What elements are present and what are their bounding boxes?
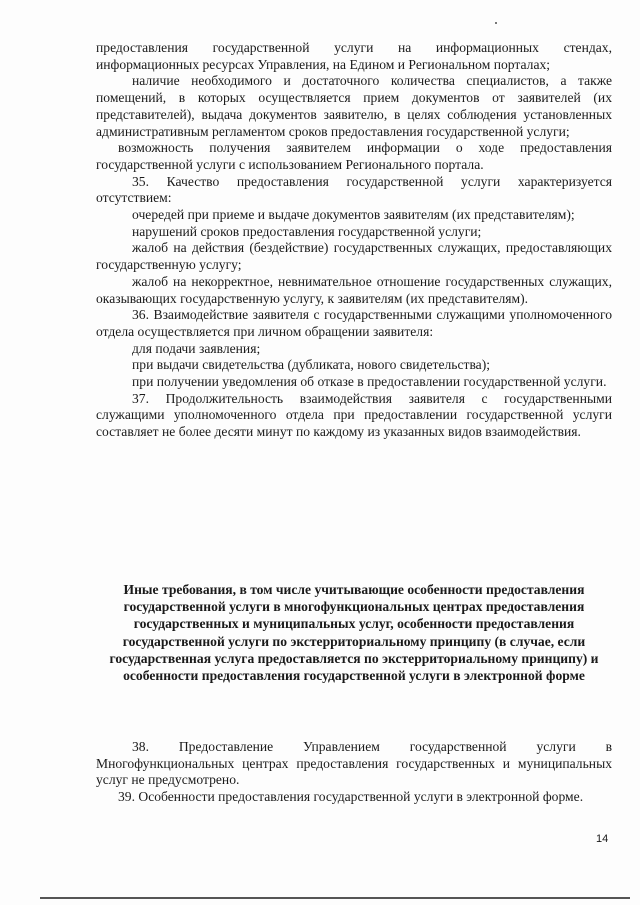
body-text-upper — [96, 40, 612, 441]
page-number: 14 — [596, 833, 609, 845]
paragraph-item-35: 35. Качество предоставления государственной услуги характеризуется отсутствием: — [96, 173, 612, 206]
paragraph: при получении уведомления об отказе в предоставлении государственной услуги. — [132, 374, 607, 390]
scan-edge-line — [40, 897, 630, 899]
paragraph-item-38: 38. Предоставление Управлением государственной услуги в Многофункциональных центрах предоставления государственных и муниципальных услуг не предусмотрено. — [96, 739, 612, 788]
paragraph: наличие необходимого и достаточного количества специалистов, а также помещений, в которых осуществляется прием документов от заявителей (их представителей), выдача документов заявителю, в целях соблюдения установленных административным регламентом сроков предоставления государственной услуги; — [96, 73, 612, 139]
paragraph-item-36: 36. Взаимодействие заявителя с государственными служащими уполномоченного отдела осуществляется при личном обращении заявителя: — [96, 307, 612, 339]
paragraph-item-37: 37. Продолжительность взаимодействия заявителя с государственными служащими уполномоченного отдела при предоставлении государственной услуги составляет не более десяти минут по каждому из указанных видов взаимодействия. — [96, 390, 612, 440]
body-text-lower — [96, 739, 612, 806]
paragraph: при выдачи свидетельства (дубликата, нового свидетельства); — [132, 357, 491, 373]
paragraph: возможность получения заявителем информации о ходе предоставления государственной услуги с использованием Регионального портала. — [96, 140, 612, 172]
paragraph: для подачи заявления; — [132, 340, 261, 356]
paragraph: нарушений сроков предоставления государственной услуги; — [132, 223, 482, 239]
paragraph-item-39: 39. Особенности предоставления государственной услуги в электронной форме. — [118, 789, 584, 805]
section-heading: Иные требования, в том числе учитывающие особенности предоставления государственной услуги в многофункциональных центрах предоставления государственных и муниципальных услуг, особенности предоставления государственной услуги по экстерриториальному принципу (в случае, если государственная услуга предоставляется по экстерриториальному принципу) и особенности предоставления государственной услуги в электронной форме — [109, 582, 599, 684]
paragraph: жалоб на действия (бездействие) государственных служащих, предоставляющих государственную услугу; — [96, 240, 612, 273]
paragraph: жалоб на некорректное, невнимательное отношение государственных служащих, оказывающих государственную услугу, к заявителям (их представителям). — [96, 273, 612, 306]
scan-speck — [495, 22, 497, 24]
paragraph: очередей при приеме и выдаче документов заявителям (их представителям); — [132, 207, 575, 223]
paragraph: предоставления государственной услуги на информационных стендах, информационных ресурсах Управления, на Едином и Региональном порталах; — [96, 40, 612, 72]
